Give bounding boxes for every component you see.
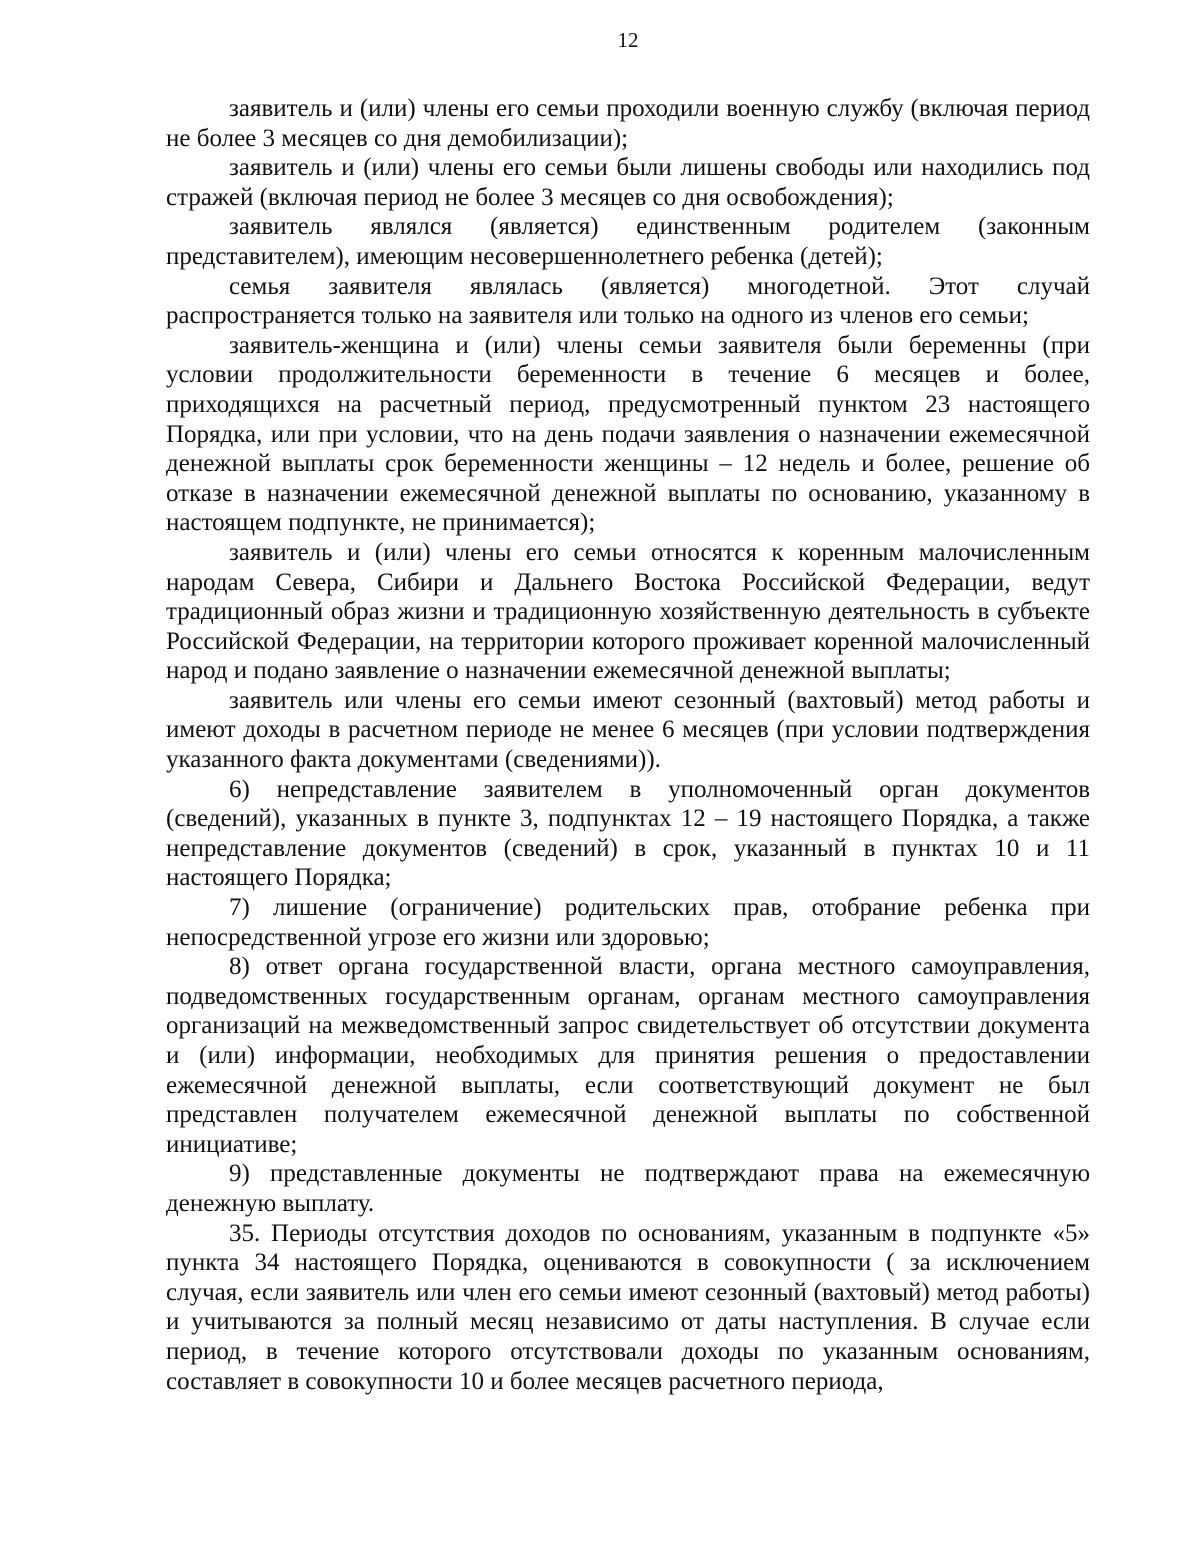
paragraph-item-8: 8) ответ органа государственной власти, органа местного самоуправления, подведомственных государственным органам, органам местного самоуправления организаций на межведомственный запрос свидетельствует об отсутствии документа и (или) информации, необходимых для принятия решения о предоставлении ежемесячной денежной выплаты, если соответствующий документ не был представлен получателем ежемесячной денежной выплаты по собственной инициативе; bbox=[166, 953, 1090, 1158]
paragraph-section-35: 35. Периоды отсутствия доходов по основаниям, указанным в подпункте «5» пункта 34 настоящего Порядка, оцениваются в совокупности ( за исключением случая, если заявитель или член его семьи имеют сезонный (вахтовый) метод работы) и учитываются за полный месяц независимо от даты наступления. В случае если период, в течение которого отсутствовали доходы по указанным основаниям, составляет в совокупности 10 и более месяцев расчетного периода, bbox=[166, 1219, 1090, 1395]
paragraph-large-family: семья заявителя являлась (является) многодетной. Этот случай распространяется только на заявителя или только на одного из членов его семьи; bbox=[166, 272, 1090, 330]
page-number: 12 bbox=[617, 28, 639, 52]
paragraph-seasonal-work: заявитель или члены его семьи имеют сезонный (вахтовый) метод работы и имеют доходы в расчетном периоде не менее 6 месяцев (при условии подтверждения указанного факта документами (сведениями)). bbox=[166, 686, 1090, 774]
paragraph-indigenous-peoples: заявитель и (или) члены его семьи относятся к коренным малочисленным народам Севера, Сибири и Дальнего Востока Российской Федерации, ведут традиционный образ жизни и традиционную хозяйственную деятельность в субъекте Российской Федерации, на территории которого проживает коренной малочисленный народ и подано заявление о назначении ежемесячной денежной выплаты; bbox=[166, 538, 1090, 685]
paragraph-item-9: 9) представленные документы не подтверждают права на ежемесячную денежную выплату. bbox=[166, 1160, 1090, 1217]
paragraph-item-7: 7) лишение (ограничение) родительских прав, отобрание ребенка при непосредственной угрозе его жизни или здоровью; bbox=[166, 894, 1090, 951]
document-body bbox=[166, 94, 1090, 1396]
paragraph-pregnancy: заявитель-женщина и (или) члены семьи заявителя были беременны (при условии продолжительности беременности в течение 6 месяцев и более, приходящихся на расчетный период, предусмотренный пунктом 23 настоящего Порядка, или при условии, что на день подачи заявления о назначении ежемесячной денежной выплаты срок беременности женщины – 12 недель и более, решение об отказе в назначении ежемесячной денежной выплаты по основанию, указанному в настоящем подпункте, не принимается); bbox=[166, 331, 1090, 537]
paragraph-deprivation-of-liberty: заявитель и (или) члены его семьи были лишены свободы или находились под стражей (включая период не более 3 месяцев со дня освобождения); bbox=[166, 154, 1090, 211]
paragraph-item-6: 6) непредставление заявителем в уполномоченный орган документов (сведений), указанных в пункте 3, подпунктах 12 – 19 настоящего Порядка, а также непредставление документов (сведений) в срок, указанный в пунктах 10 и 11 настоящего Порядка; bbox=[166, 775, 1090, 892]
paragraph-military-service: заявитель и (или) члены его семьи проходили военную службу (включая период не более 3 месяцев со дня демобилизации); bbox=[166, 95, 1090, 152]
paragraph-single-parent: заявитель являлся (является) единственным родителем (законным представителем), имеющим несовершеннолетнего ребенка (детей); bbox=[166, 213, 1090, 270]
